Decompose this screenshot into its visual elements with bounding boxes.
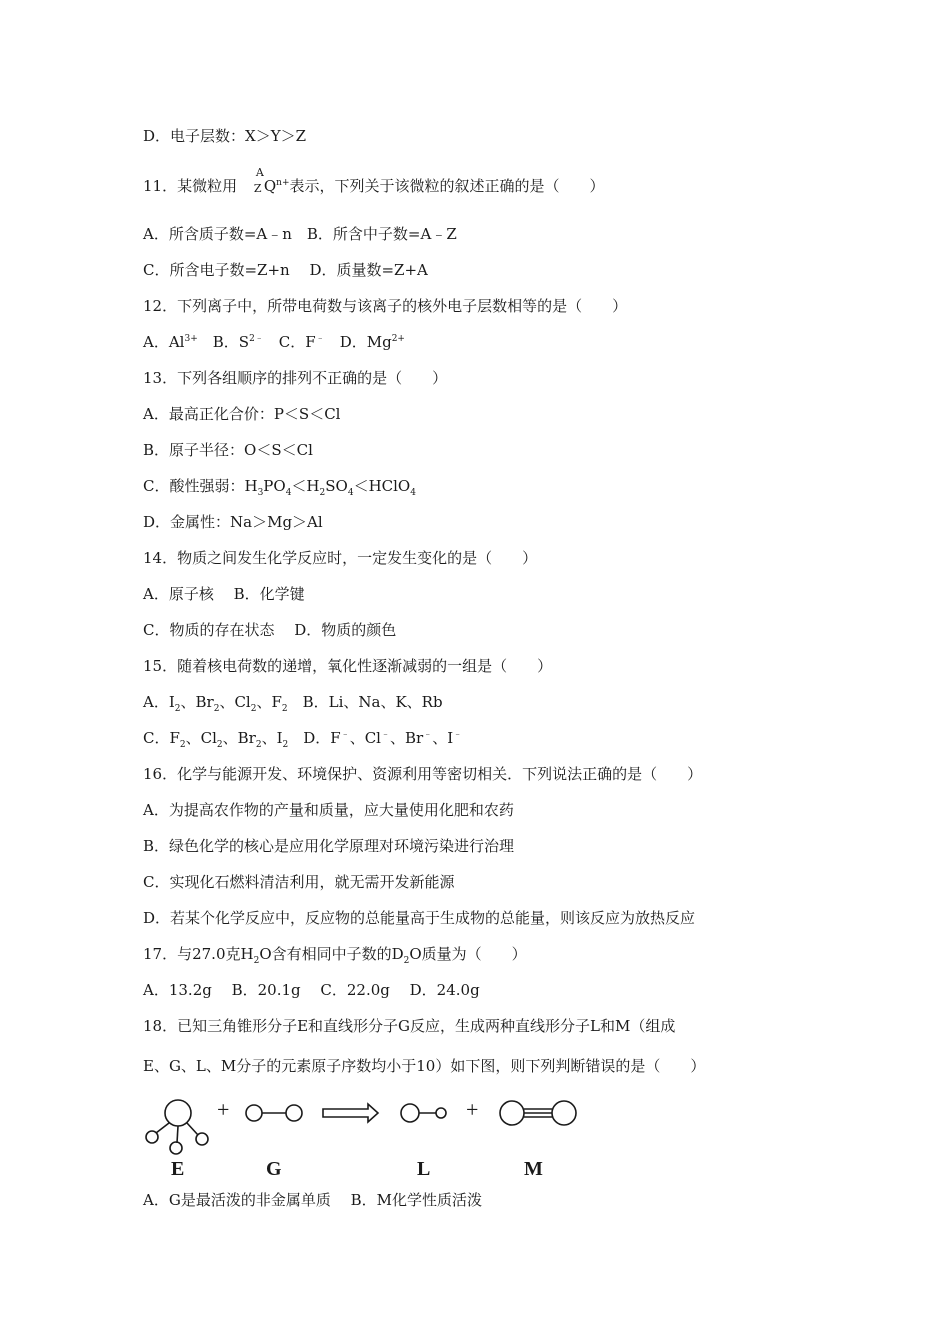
molecule-g-diagram (246, 1105, 302, 1121)
option-d-previous: D．电子层数：X＞Y＞Z (143, 127, 307, 145)
question-16-option-d: D．若某个化学反应中，反应物的总能量高于生成物的总能量，则该反应为放热反应 (143, 909, 696, 927)
question-18-line-2: E、G、L、M分子的元素原子序数均小于10）如下图，则下列判断错误的是（ ） (143, 1057, 706, 1075)
label-g: G (266, 1158, 282, 1180)
question-11: 11．某微粒用 A Z $Q^{n+}$表示，下列关于该微粒的叙述正确的是（ ） (143, 166, 605, 195)
question-18-options-ab: A．G是最活泼的非金属单质 B．M化学性质活泼 (143, 1191, 482, 1209)
question-11-options-cd: C．所含电子数=Z+n D．质量数=Z+A (143, 261, 428, 279)
plus-sign-2: + (466, 1097, 479, 1122)
question-16-option-b: B．绿色化学的核心是应用化学原理对环境污染进行治理 (143, 837, 515, 855)
question-12-options: A．$Al^{3+}$ B．$S^{2﹣}$ C．F﹣ D．$Mg^{2+}$ (143, 333, 405, 351)
question-16-option-c: C．实现化石燃料清洁利用，就无需开发新能源 (143, 873, 455, 891)
molecule-l-diagram (401, 1104, 446, 1122)
label-l: L (417, 1158, 431, 1180)
molecule-m-diagram (500, 1101, 576, 1125)
question-11-options-ab: A．所含质子数=A﹣n B．所含中子数=A﹣Z (143, 225, 457, 243)
question-15: 15．随着核电荷数的递增，氧化性逐渐减弱的一组是（ ） (143, 657, 553, 675)
question-17-options: A．13.2g B．20.1g C．22.0g D．24.0g (143, 981, 480, 999)
plus-sign-1: + (217, 1097, 230, 1122)
question-14: 14．物质之间发生化学反应时，一定发生变化的是（ ） (143, 549, 538, 567)
question-15-options-cd: C．$F_2$、$Cl_2$、$Br_2$、$I_2$ D．F﹣、Cl﹣、Br﹣、I﹣ (143, 729, 463, 750)
molecule-reaction-figure (140, 1093, 590, 1183)
question-14-options-cd: C．物质的存在状态 D．物质的颜色 (143, 621, 397, 639)
isotope-notation: A Z (253, 166, 264, 195)
reaction-arrow-icon (323, 1104, 378, 1122)
question-17: 17．与27.0克$H_2O$含有相同中子数的$D_2O$质量为（ ） (143, 945, 527, 966)
question-16-option-a: A．为提高农作物的产量和质量，应大量使用化肥和农药 (143, 801, 514, 819)
question-12: 12．下列离子中，所带电荷数与该离子的核外电子层数相等的是（ ） (143, 297, 628, 315)
question-13-option-d: D．金属性：Na＞Mg＞Al (143, 513, 323, 531)
molecule-e-diagram (146, 1100, 208, 1154)
question-14-options-ab: A．原子核 B．化学键 (143, 585, 305, 603)
label-e: E (171, 1158, 185, 1180)
label-m: M (524, 1158, 543, 1180)
question-13: 13．下列各组顺序的排列不正确的是（ ） (143, 369, 448, 387)
question-16: 16．化学与能源开发、环境保护、资源利用等密切相关．下列说法正确的是（ ） (143, 765, 703, 783)
question-15-options-ab: A．$I_2$、$Br_2$、$Cl_2$、$F_2$ B．Li、Na、K、Rb (143, 693, 443, 714)
question-13-option-c: C．酸性强弱：$H_3PO_4<H_2SO_4<HClO_4$ (143, 477, 416, 498)
question-13-option-b: B．原子半径：O＜S＜Cl (143, 441, 313, 459)
question-13-option-a: A．最高正化合价：P＜S＜Cl (143, 405, 341, 423)
question-18-line-1: 18．已知三角锥形分子E和直线形分子G反应，生成两种直线形分子L和M（组成 (143, 1017, 676, 1035)
